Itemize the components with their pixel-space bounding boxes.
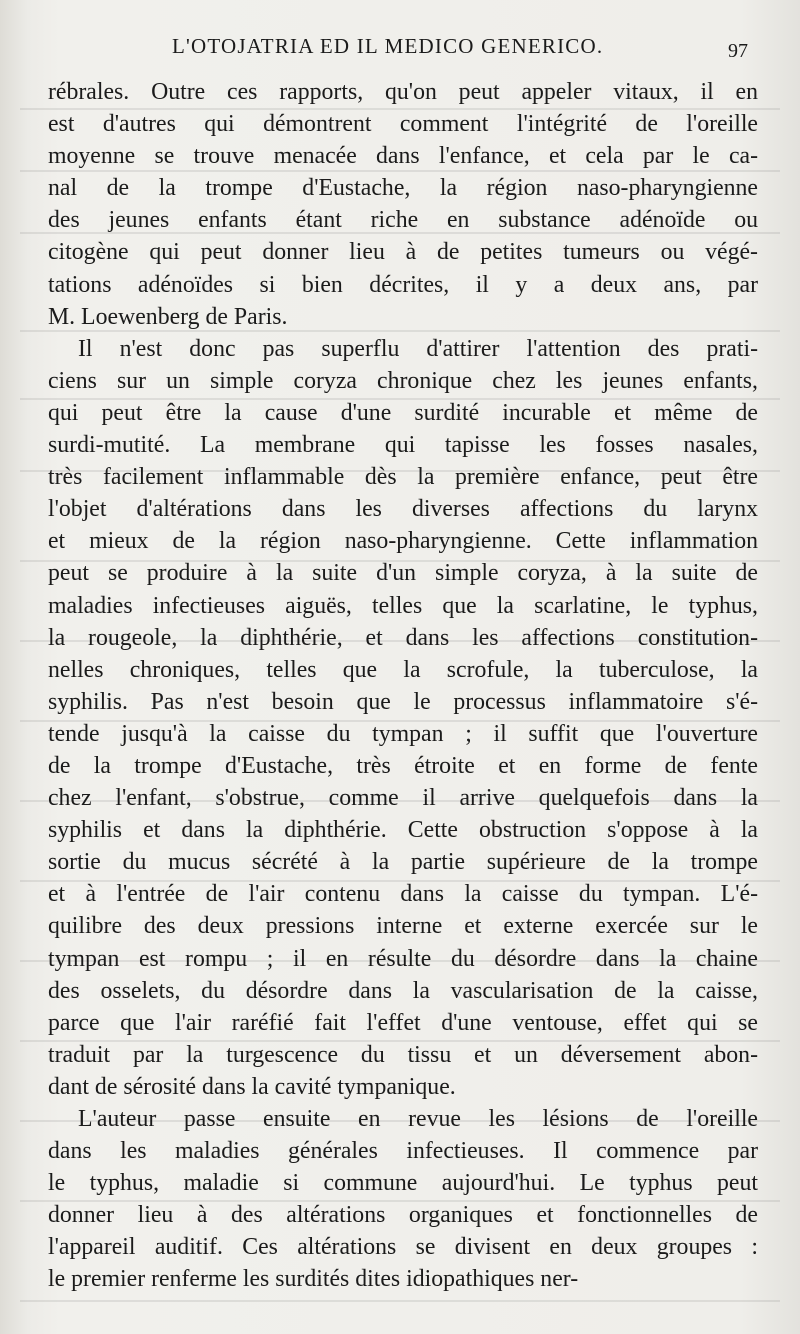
paragraph	[48, 1103, 758, 1296]
text-line: syphilis. Pas n'est besoin que le processus inflammatoire s'é-	[48, 688, 758, 715]
text-line: sortie du mucus sécrété à la partie supérieure de la trompe	[48, 849, 758, 876]
text-line: des osselets, du désordre dans la vascularisation de la caisse,	[48, 977, 758, 1004]
text-line: chez l'enfant, s'obstrue, comme il arrive quelquefois dans la	[48, 785, 758, 812]
text-line: nelles chroniques, telles que la scrofule, la tuberculose, la	[48, 656, 758, 683]
text-line: de la trompe d'Eustache, très étroite et en forme de fente	[48, 752, 758, 779]
text-line: M. Loewenberg de Paris.	[48, 303, 288, 330]
text-line: l'objet d'altérations dans les diverses affections du larynx	[48, 496, 758, 523]
paragraph	[48, 333, 758, 1103]
text-line: traduit par la turgescence du tissu et un déversement abon-	[48, 1041, 758, 1068]
text-line: peut se produire à la suite d'un simple coryza, à la suite de	[48, 560, 758, 587]
paragraph	[48, 76, 758, 333]
text-line: moyenne se trouve menacée dans l'enfance, et cela par le ca-	[48, 143, 758, 170]
text-line: syphilis et dans la diphthérie. Cette obstruction s'oppose à la	[48, 817, 758, 844]
text-line: tympan est rompu ; il en résulte du désordre dans la chaine	[48, 945, 758, 972]
text-line: L'auteur passe ensuite en revue les lésions de l'oreille	[78, 1106, 758, 1132]
text-line: dant de sérosité dans la cavité tympanique.	[48, 1073, 456, 1100]
body-text	[48, 76, 758, 1296]
text-line: quilibre des deux pressions interne et externe exercée sur le	[48, 913, 758, 940]
text-line: le typhus, maladie si commune aujourd'hui. Le typhus peut	[48, 1170, 758, 1197]
text-line: est d'autres qui démontrent comment l'intégrité de l'oreille	[48, 111, 758, 138]
text-line: très facilement inflammable dès la première enfance, peut être	[48, 464, 758, 491]
text-line: qui peut être la cause d'une surdité incurable et même de	[48, 399, 758, 426]
text-line: citogène qui peut donner lieu à de petites tumeurs ou végé-	[48, 239, 758, 266]
text-line: Il n'est donc pas superflu d'attirer l'attention des prati-	[78, 335, 758, 362]
text-line: tende jusqu'à la caisse du tympan ; il suffit que l'ouverture	[48, 720, 758, 747]
text-line: et mieux de la région naso-pharyngienne. Cette inflammation	[48, 528, 758, 555]
text-line: parce que l'air raréfié fait l'effet d'une ventouse, effet qui se	[48, 1009, 758, 1036]
text-line: l'appareil auditif. Ces altérations se divisent en deux groupes :	[48, 1234, 758, 1261]
text-line: nal de la trompe d'Eustache, la région naso-pharyngienne	[48, 175, 758, 202]
text-line: surdi-mutité. La membrane qui tapisse les fosses nasales,	[48, 432, 758, 459]
text-line: le premier renferme les surdités dites idiopathiques ner-	[48, 1266, 579, 1293]
text-line: rébrales. Outre ces rapports, qu'on peut appeler vitaux, il en	[48, 79, 758, 105]
text-line: tations adénoïdes si bien décrites, il y a deux ans, par	[48, 271, 758, 298]
text-line: dans les maladies générales infectieuses. Il commence par	[48, 1138, 758, 1165]
running-title: L'OTOJATRIA ED IL MEDICO GENERICO.	[172, 34, 604, 58]
text-line: et à l'entrée de l'air contenu dans la caisse du tympan. L'é-	[48, 881, 758, 908]
text-line: maladies infectieuses aiguës, telles que la scarlatine, le typhus,	[48, 592, 758, 619]
text-line: ciens sur un simple coryza chronique chez les jeunes enfants,	[48, 367, 758, 394]
text-line: des jeunes enfants étant riche en substance adénoïde ou	[48, 207, 758, 234]
text-line: donner lieu à des altérations organiques et fonctionnelles de	[48, 1202, 758, 1229]
text-line: la rougeole, la diphthérie, et dans les affections constitution-	[48, 624, 758, 651]
page-number: 97	[728, 40, 748, 62]
